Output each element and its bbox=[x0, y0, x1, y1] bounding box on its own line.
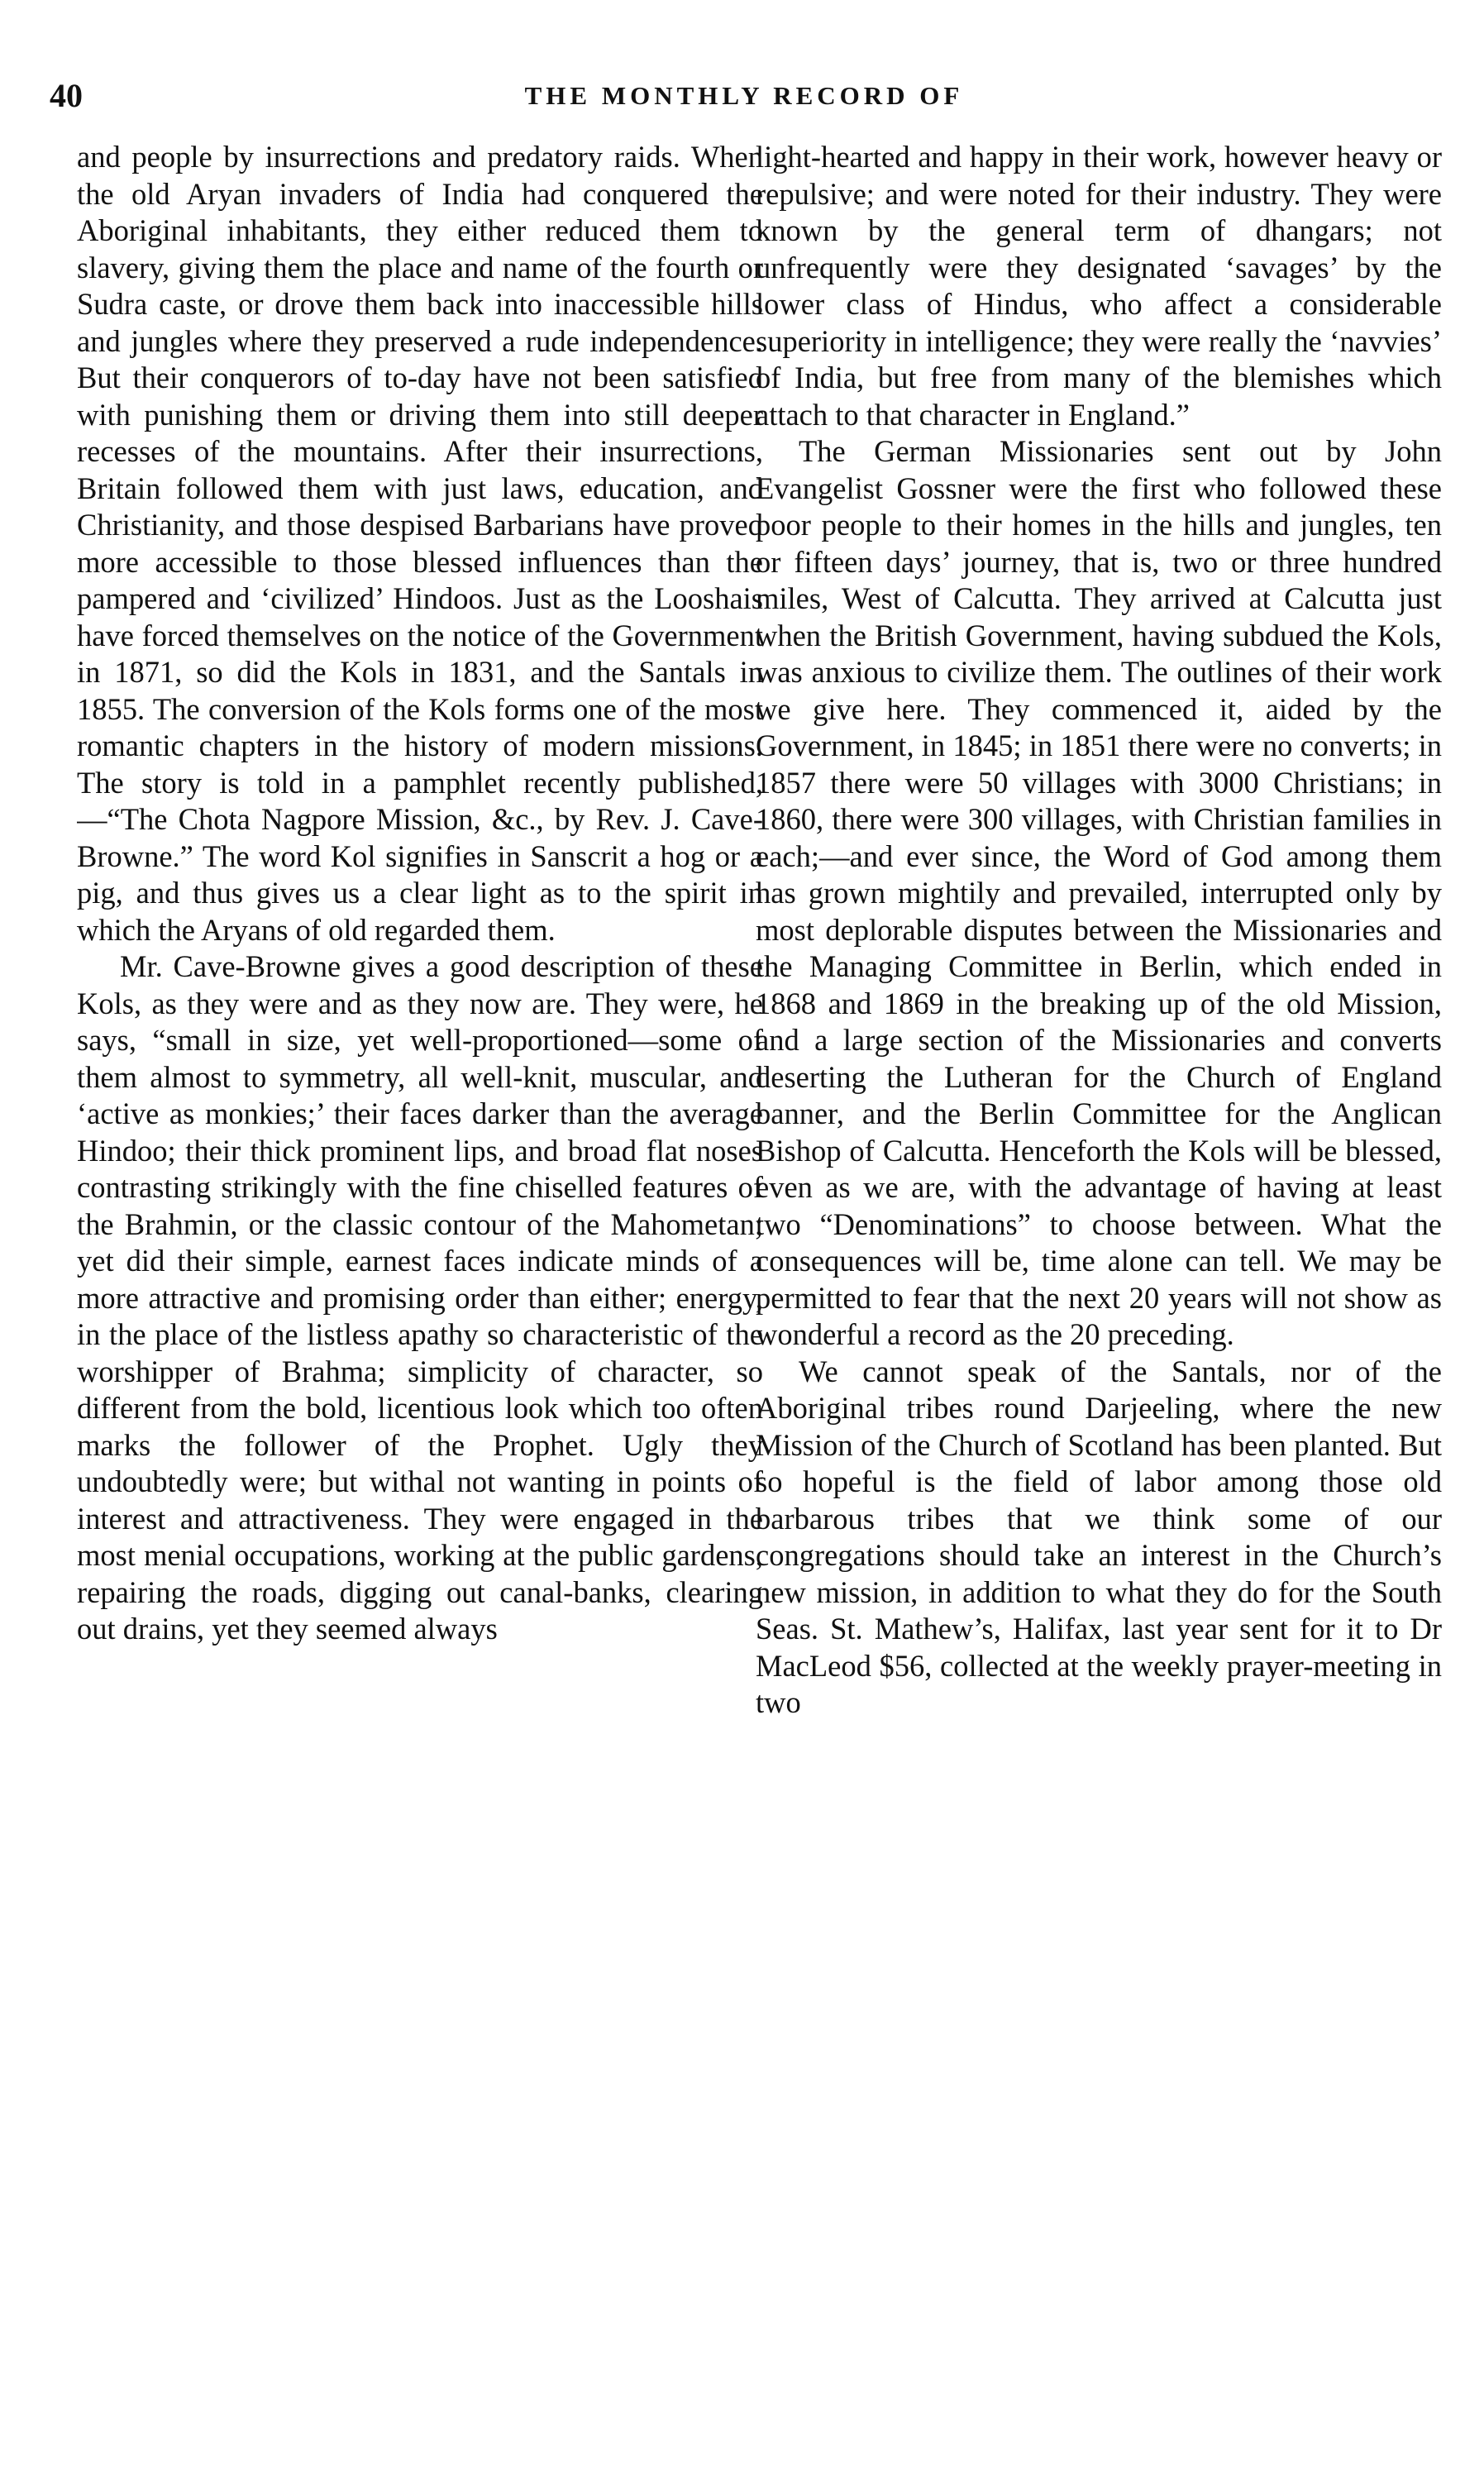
paragraph: and people by insurrections and predatory raids. When the old Aryan invaders of India had conquered the Aboriginal inhabitants, they either reduced them to slavery, giving them the place and name of the fourth or Sudra caste, or drove them back into inaccessible hills and jungles where they preserved a rude independence. But their conquerors of to-day have not been satisfied with punishing them or driving them into still deeper recesses of the mountains. After their insurrections, Britain followed them with just laws, education, and Christianity, and those despised Barbarians have proved more accessible to those blessed influences than the pampered and ‘civilized’ Hindoos. Just as the Looshais have forced themselves on the notice of the Government in 1871, so did the Kols in 1831, and the Santals in 1855. The conversion of the Kols forms one of the most romantic chapters in the history of modern missions. The story is told in a pamphlet recently published,—“The Chota Nagpore Mission, &c., by Rev. J. Cave-Browne.” The word Kol signifies in Sanscrit a hog or a pig, and thus gives us a clear light as to the spirit in which the Aryans of old regarded them. bbox=[77, 140, 763, 947]
left-column bbox=[77, 139, 763, 2446]
paragraph: The German Missionaries sent out by John Evangelist Gossner were the first who followed these poor people to their homes in the hills and jungles, ten or fifteen days’ journey, that is, two or three hundred miles, West of Calcutta. They arrived at Calcutta just when the British Government, having subdued the Kols, was anxious to civilize them. The outlines of their work we give here. They commenced it, aided by the Government, in 1845; in 1851 there were no converts; in 1857 there were 50 villages with 3000 Christians; in 1860, there were 300 villages, with Christian families in each;—and ever since, the Word of God among them has grown mightily and prevailed, interrupted only by most deplorable disputes between the Missionaries and the Managing Committee in Berlin, which ended in 1868 and 1869 in the breaking up of the old Mission, and a large section of the Missionaries and converts deserting the Lutheran for the Church of England banner, and the Berlin Committee for the Anglican Bishop of Calcutta. Henceforth the Kols will be blessed, even as we are, with the advantage of having at least two “Denominations” to choose between. What the consequences will be, time alone can tell. We may be permitted to fear that the next 20 years will not show as wonderful a record as the 20 preceding. bbox=[756, 434, 1442, 1351]
paragraph: Mr. Cave-Browne gives a good description of these Kols, as they were and as they now are. They were, he says, “small in size, yet well-proportioned—some of them almost to symmetry, all well-knit, muscular, and ‘active as monkies;’ their faces darker than the average Hindoo; their thick prominent lips, and broad flat noses contrasting strikingly with the fine chiselled features of the Brahmin, or the classic contour of the Mahometan; yet did their simple, earnest faces indicate minds of a more attractive and promising order than either; energy, in the place of the listless apathy so characteristic of the worshipper of Brahma; simplicity of character, so different from the bold, licentious look which too often marks the follower of the Prophet. Ugly they undoubtedly were; but withal not wanting in points of interest and attractiveness. They were engaged in the most menial occupations, working at the public gardens, repairing the roads, digging out canal-banks, clearing out drains, yet they seemed always bbox=[77, 949, 763, 1646]
page-header bbox=[50, 71, 1439, 121]
right-column bbox=[756, 139, 1442, 2446]
page-number: 40 bbox=[50, 77, 83, 114]
paragraph: light-hearted and happy in their work, however heavy or repulsive; and were noted for their industry. They were known by the general term of dhangars; not unfrequently were they designated ‘savages’ by the lower class of Hindus, who affect a considerable superiority in intelligence; they were really the ‘navvies’ of India, but free from many of the blemishes which attach to that character in England.” bbox=[756, 140, 1442, 432]
running-head: THE MONTHLY RECORD OF bbox=[524, 81, 964, 110]
paragraph: We cannot speak of the Santals, nor of the Aboriginal tribes round Darjeeling, where the new Mission of the Church of Scotland has been planted. But so hopeful is the field of labor among those old barbarous tribes that we think some of our congregations should take an interest in the Church’s new mission, in addition to what they do for the South Seas. St. Mathew’s, Halifax, last year sent for it to Dr MacLeod $56, collected at the weekly prayer-meeting in two bbox=[756, 1354, 1442, 1719]
